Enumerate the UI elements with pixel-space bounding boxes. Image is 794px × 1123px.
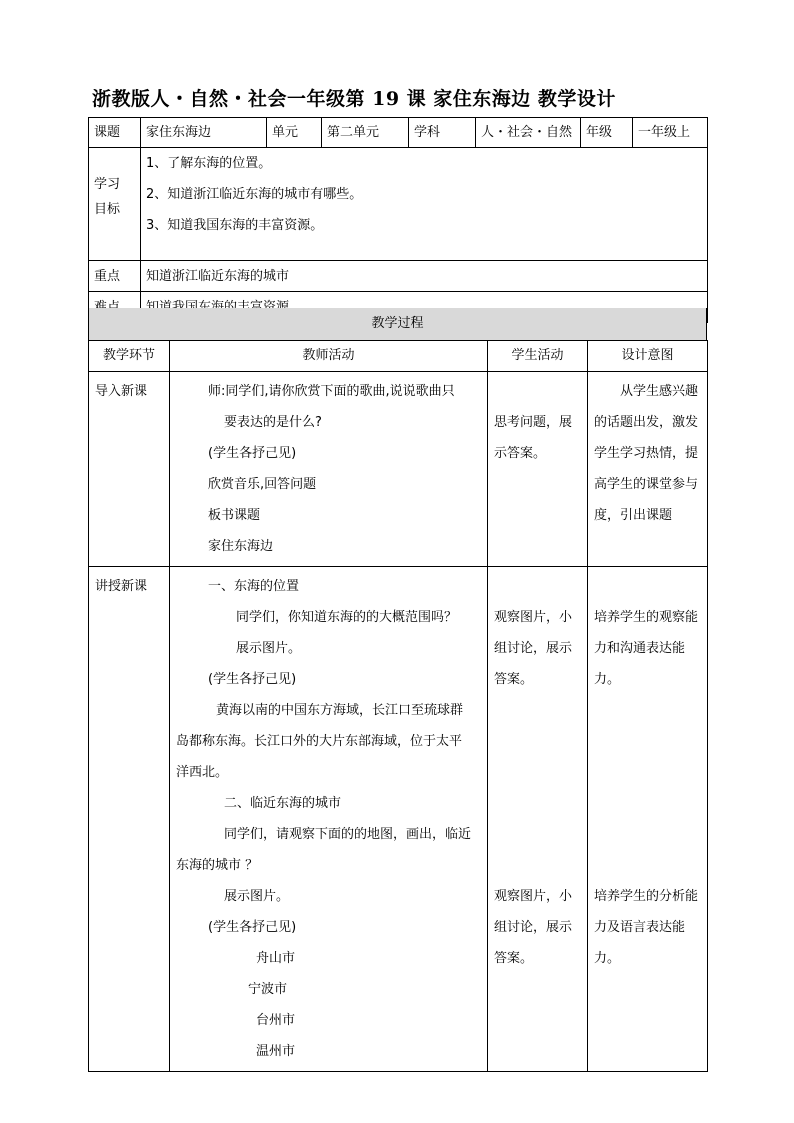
subject-label: 学科 [409, 118, 476, 148]
column-header-intent: 设计意图 [588, 341, 708, 372]
key-label: 重点 [89, 261, 141, 292]
teacher-activity-lesson: 一、东海的位置 同学们，你知道东海的的大概范围吗？ 展示图片。 (学生各抒己见) 黄海以南的中国东方海域，长江口至琉球群 岛都称东海。长江口外的大片东部海域，位于太平 洋西北。 二、临近东海的城市 同学们，请观察下面的的地图，画出，临近 东海的城市 ？ 展示图片。 (学生各抒己见) 舟山市 宁波市 台州市 温州市 [170, 567, 488, 1072]
objectives-label: 学习目标 [89, 148, 141, 261]
column-header-teacher: 教师活动 [170, 341, 488, 372]
unit-value: 第二单元 [322, 118, 409, 148]
teacher-activity-intro: 师:同学们,请你欣赏下面的歌曲,说说歌曲只 要表达的是什么? (学生各抒己见) 欣赏音乐,回答问题 板书课题 家住东海边 [170, 372, 488, 567]
objective-item: 3、知道我国东海的丰富资源。 [146, 218, 324, 233]
objectives-list [141, 148, 708, 261]
subject-value: 人・社会・自然 [476, 118, 581, 148]
unit-label: 单元 [267, 118, 322, 148]
document-title: 浙教版人・自然・社会一年级第 19 课 家住东海边 教学设计 [92, 88, 616, 110]
grade-label: 年级 [581, 118, 633, 148]
student-activity-intro: 思考问题，展示答案。 [488, 372, 588, 567]
table-row [89, 567, 708, 1072]
column-header-student: 学生活动 [488, 341, 588, 372]
stage-intro: 导入新课 [89, 372, 170, 567]
objective-item: 2、知道浙江临近东海的城市有哪些。 [146, 187, 363, 202]
key-value: 知道浙江临近东海的城市 [141, 261, 708, 292]
topic-label: 课题 [89, 118, 141, 148]
table-row [89, 372, 708, 567]
lesson-info-table [88, 117, 708, 323]
teaching-process-table [88, 340, 708, 1072]
grade-value: 一年级上 [633, 118, 708, 148]
column-header-stage: 教学环节 [89, 341, 170, 372]
student-activity-lesson: 观察图片，小组讨论，展示答案。 观察图片，小组讨论，展示答案。 [488, 567, 588, 1072]
intent-intro: 从学生感兴趣的话题出发，激发学生学习热情，提高学生的课堂参与度，引出课题 [588, 372, 708, 567]
intent-lesson: 培养学生的观察能力和沟通表达能力。 培养学生的分析能力及语言表达能力。 [588, 567, 708, 1072]
topic-value: 家住东海边 [141, 118, 267, 148]
objective-item: 1、了解东海的位置。 [146, 156, 272, 171]
stage-lesson: 讲授新课 [89, 567, 170, 1072]
process-header: 教学过程 [88, 308, 707, 340]
